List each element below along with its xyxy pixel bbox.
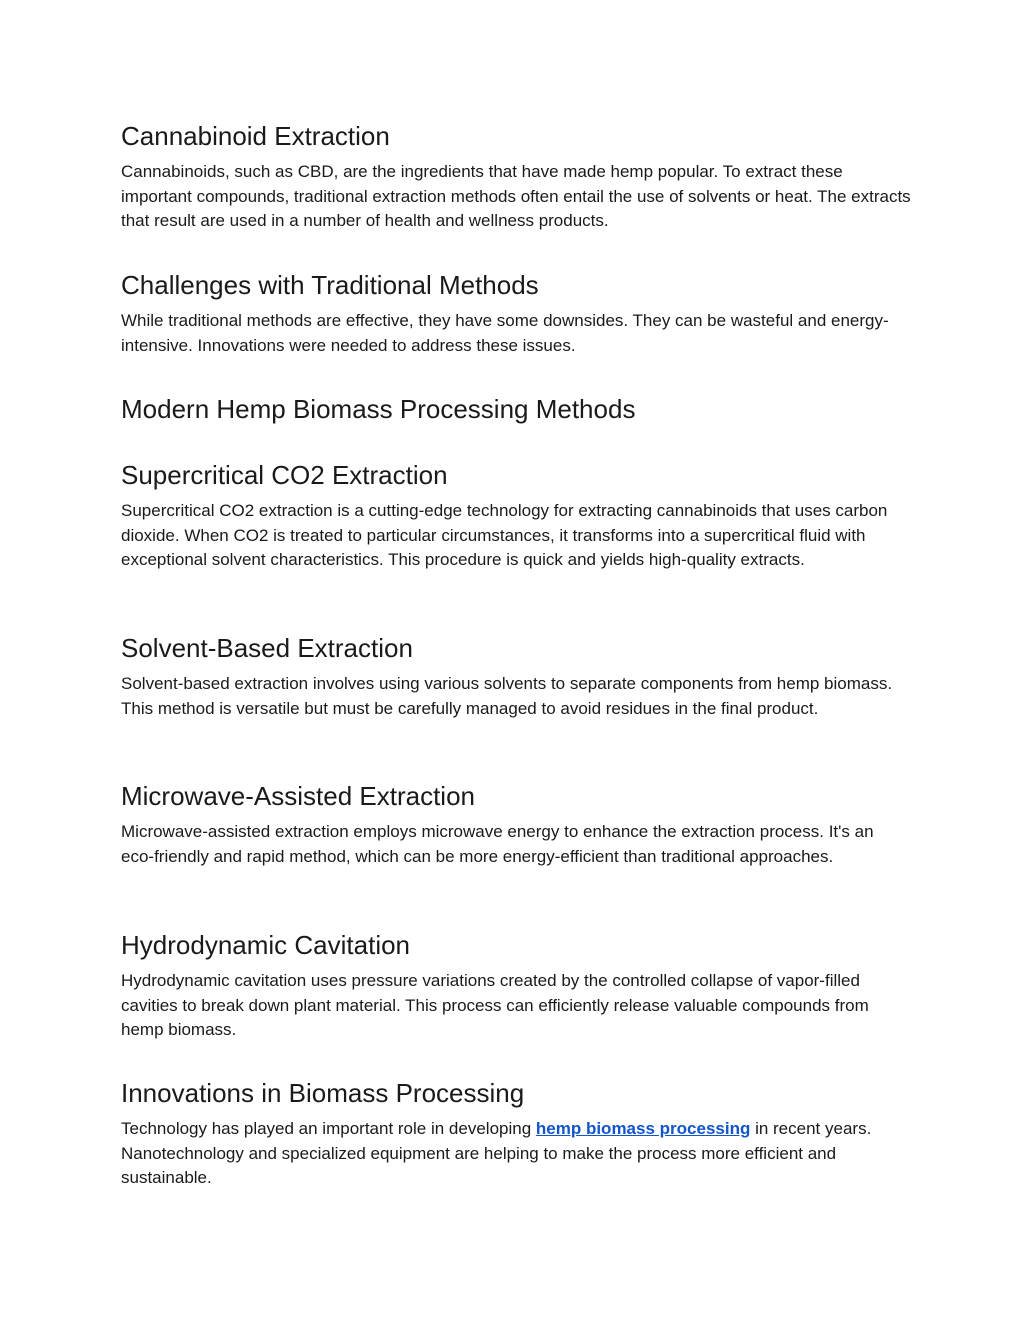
section-paragraph: Solvent-based extraction involves using various solvents to separate components from hemp biomass. This method is versatile but must be carefully managed to avoid residues in the final product. — [121, 674, 893, 718]
hemp-biomass-processing-link[interactable]: hemp biomass processing — [535, 1119, 751, 1138]
paragraph-text-before-link: Technology has played an important role in developing — [121, 1119, 536, 1138]
section-innovations — [121, 1076, 911, 1191]
section-paragraph: Hydrodynamic cavitation uses pressure variations created by the controlled collapse of vapor-filled cavities to break down plant material. This process can efficiently release valuable compounds from hemp biomass. — [121, 971, 869, 1039]
section-paragraph: Supercritical CO2 extraction is a cutting-edge technology for extracting cannabinoids that uses carbon dioxide. When CO2 is treated to particular circumstances, it transforms into a supercritical fluid with exceptional solvent characteristics. This procedure is quick and yields high-quality extracts. — [121, 501, 888, 569]
section-heading: Solvent-Based Extraction — [121, 633, 413, 663]
section-paragraph: While traditional methods are effective, they have some downsides. They can be wasteful and energy-intensive. Innovations were needed to address these issues. — [121, 311, 889, 355]
section-heading: Cannabinoid Extraction — [121, 121, 390, 151]
section-modern-methods — [121, 392, 911, 426]
section-heading: Supercritical CO2 Extraction — [121, 460, 448, 490]
paragraph-text-after-link: in recent years. Nanotechnology and specialized equipment are helping to make the process more efficient and sustainable. — [121, 1119, 872, 1187]
section-heading: Modern Hemp Biomass Processing Methods — [121, 394, 636, 424]
section-paragraph — [121, 1117, 911, 1191]
section-hydrodynamic-cavitation — [121, 928, 911, 1043]
section-supercritical-co2 — [121, 458, 911, 573]
section-microwave-assisted — [121, 779, 911, 869]
section-paragraph: Cannabinoids, such as CBD, are the ingredients that have made hemp popular. To extract these important compounds, traditional extraction methods often entail the use of solvents or heat. The extracts that result are used in a number of health and wellness products. — [121, 162, 911, 230]
section-heading: Microwave-Assisted Extraction — [121, 781, 475, 811]
section-challenges — [121, 268, 911, 358]
section-cannabinoid-extraction — [121, 119, 911, 234]
section-solvent-based — [121, 631, 911, 721]
section-heading: Innovations in Biomass Processing — [121, 1078, 525, 1108]
section-heading: Challenges with Traditional Methods — [121, 270, 539, 300]
section-paragraph: Microwave-assisted extraction employs microwave energy to enhance the extraction process. It's an eco-friendly and rapid method, which can be more energy-efficient than traditional approaches. — [121, 822, 874, 866]
section-heading: Hydrodynamic Cavitation — [121, 930, 411, 960]
